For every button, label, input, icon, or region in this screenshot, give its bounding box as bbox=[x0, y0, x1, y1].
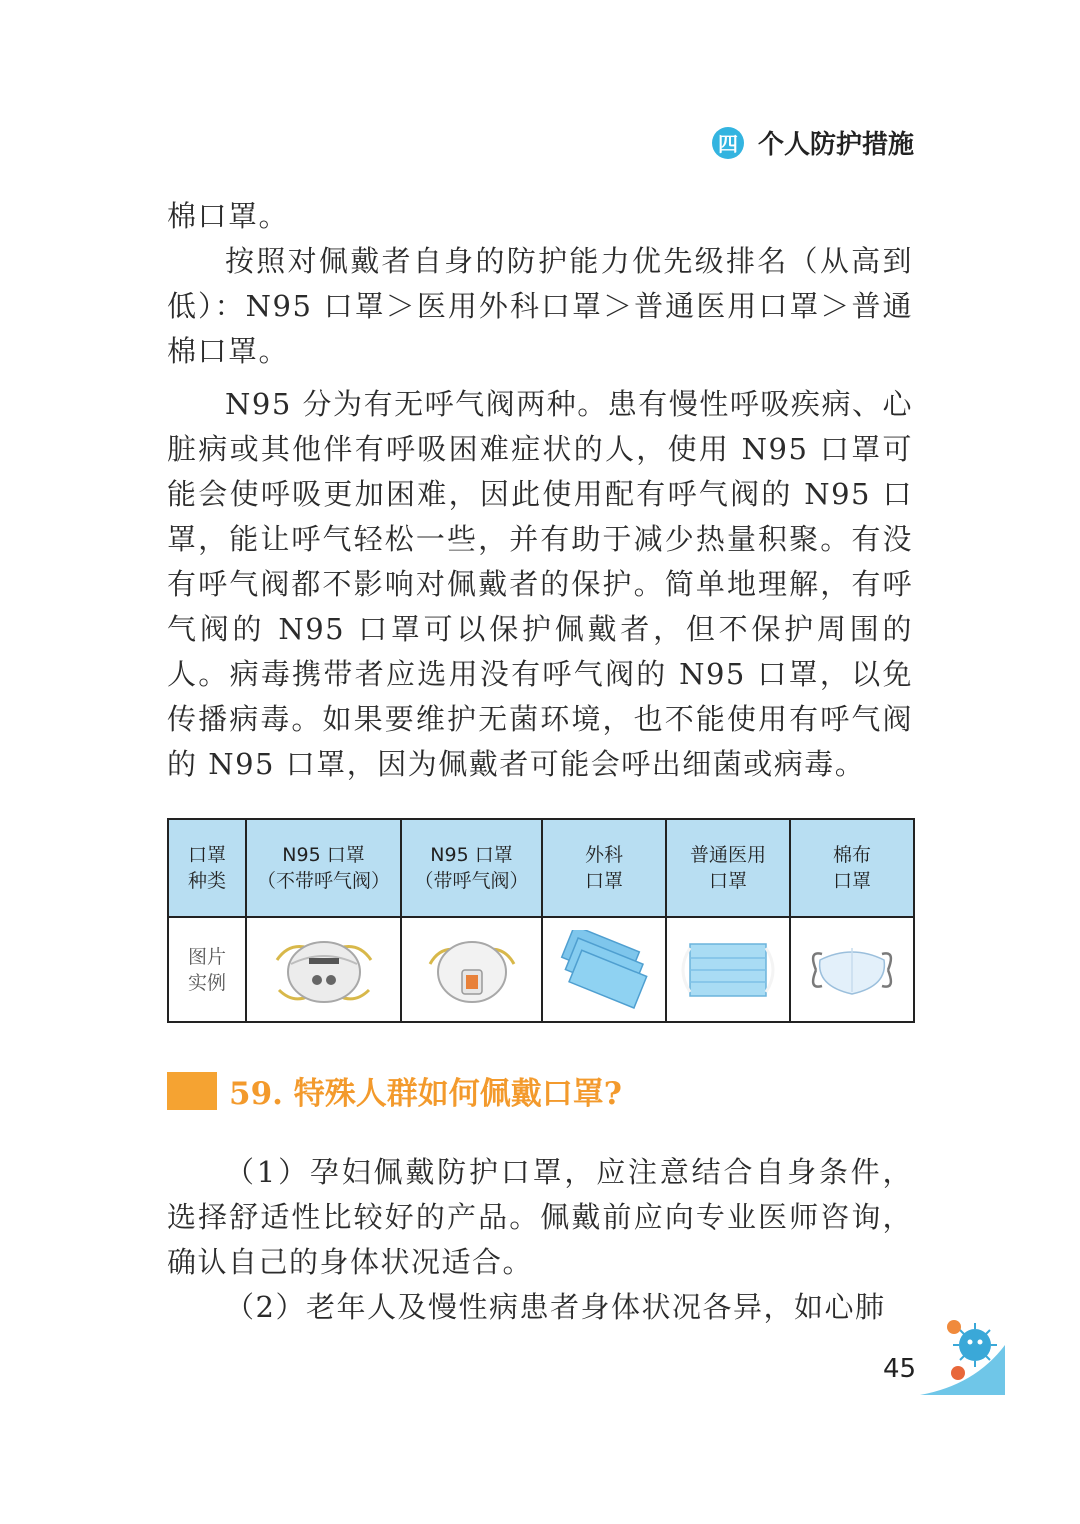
table-image-cell bbox=[401, 917, 542, 1022]
ranking-paragraph: 按照对佩戴者自身的防护能力优先级排名（从高到低）：N95 口罩＞医用外科口罩＞普通医用口罩＞普通棉口罩。 bbox=[167, 244, 913, 368]
table-image-row bbox=[168, 917, 914, 1022]
cotton-mask-icon bbox=[798, 930, 906, 1010]
table-header-cell: 棉布 口罩 bbox=[790, 819, 914, 917]
continuation-paragraph: 棉口罩。 bbox=[167, 199, 290, 233]
table-row-label: 图片 实例 bbox=[168, 917, 246, 1022]
section-marker-bar bbox=[167, 1072, 217, 1110]
intro-text bbox=[167, 194, 913, 787]
table-image-cell bbox=[790, 917, 914, 1022]
chapter-number-badge: 四 bbox=[712, 127, 744, 159]
table-header-cell: N95 口罩 （带呼气阀） bbox=[401, 819, 542, 917]
chapter-title: 个人防护措施 bbox=[757, 130, 914, 160]
table-header-cell: 外科 口罩 bbox=[542, 819, 666, 917]
table-header-cell: 口罩 种类 bbox=[168, 819, 246, 917]
table-image-cell bbox=[246, 917, 401, 1022]
n95-mask-no-valve-icon bbox=[269, 930, 379, 1010]
page-number: 45 bbox=[883, 1354, 917, 1384]
medical-mask-icon bbox=[674, 930, 782, 1010]
table-image-cell bbox=[542, 917, 666, 1022]
section-paragraph: （1）孕妇佩戴防护口罩，应注意结合自身条件，选择舒适性比较好的产品。佩戴前应向专业医师咨询，确认自己的身体状况适合。 bbox=[167, 1155, 913, 1279]
table-header-cell: 普通医用 口罩 bbox=[666, 819, 790, 917]
chapter-header bbox=[712, 124, 914, 161]
surgical-mask-icon bbox=[550, 930, 658, 1010]
valve-paragraph: N95 分为有无呼气阀两种。患有慢性呼吸疾病、心脏病或其他伴有呼吸困难症状的人，使用 N95 口罩可能会使呼吸更加困难，因此使用配有呼气阀的 N95 口罩，能让呼气轻松一些，并有助于减少热量积聚。有没有呼气阀都不影响对佩戴者的保护。简单地理解，有呼气阀的 N95 口罩可以保护佩戴者，但不保护周围的人。病毒携带者应选用没有呼气阀的 N95 口罩，以免传播病毒。如果要维护无菌环境，也不能使用有呼气阀的 N95 口罩，因为佩戴者可能会呼出细菌或病毒。 bbox=[167, 387, 913, 781]
section-paragraph: （2）老年人及慢性病患者身体状况各异，如心肺 bbox=[225, 1290, 886, 1324]
table-image-cell bbox=[666, 917, 790, 1022]
n95-mask-with-valve-icon bbox=[422, 930, 522, 1010]
section-text bbox=[167, 1150, 913, 1330]
table-header-row bbox=[168, 819, 914, 917]
table-header-cell: N95 口罩 （不带呼气阀） bbox=[246, 819, 401, 917]
section-title: 59. 特殊人群如何佩戴口罩? bbox=[229, 1076, 622, 1112]
section-heading bbox=[167, 1068, 622, 1113]
mask-types-table bbox=[167, 818, 915, 1023]
